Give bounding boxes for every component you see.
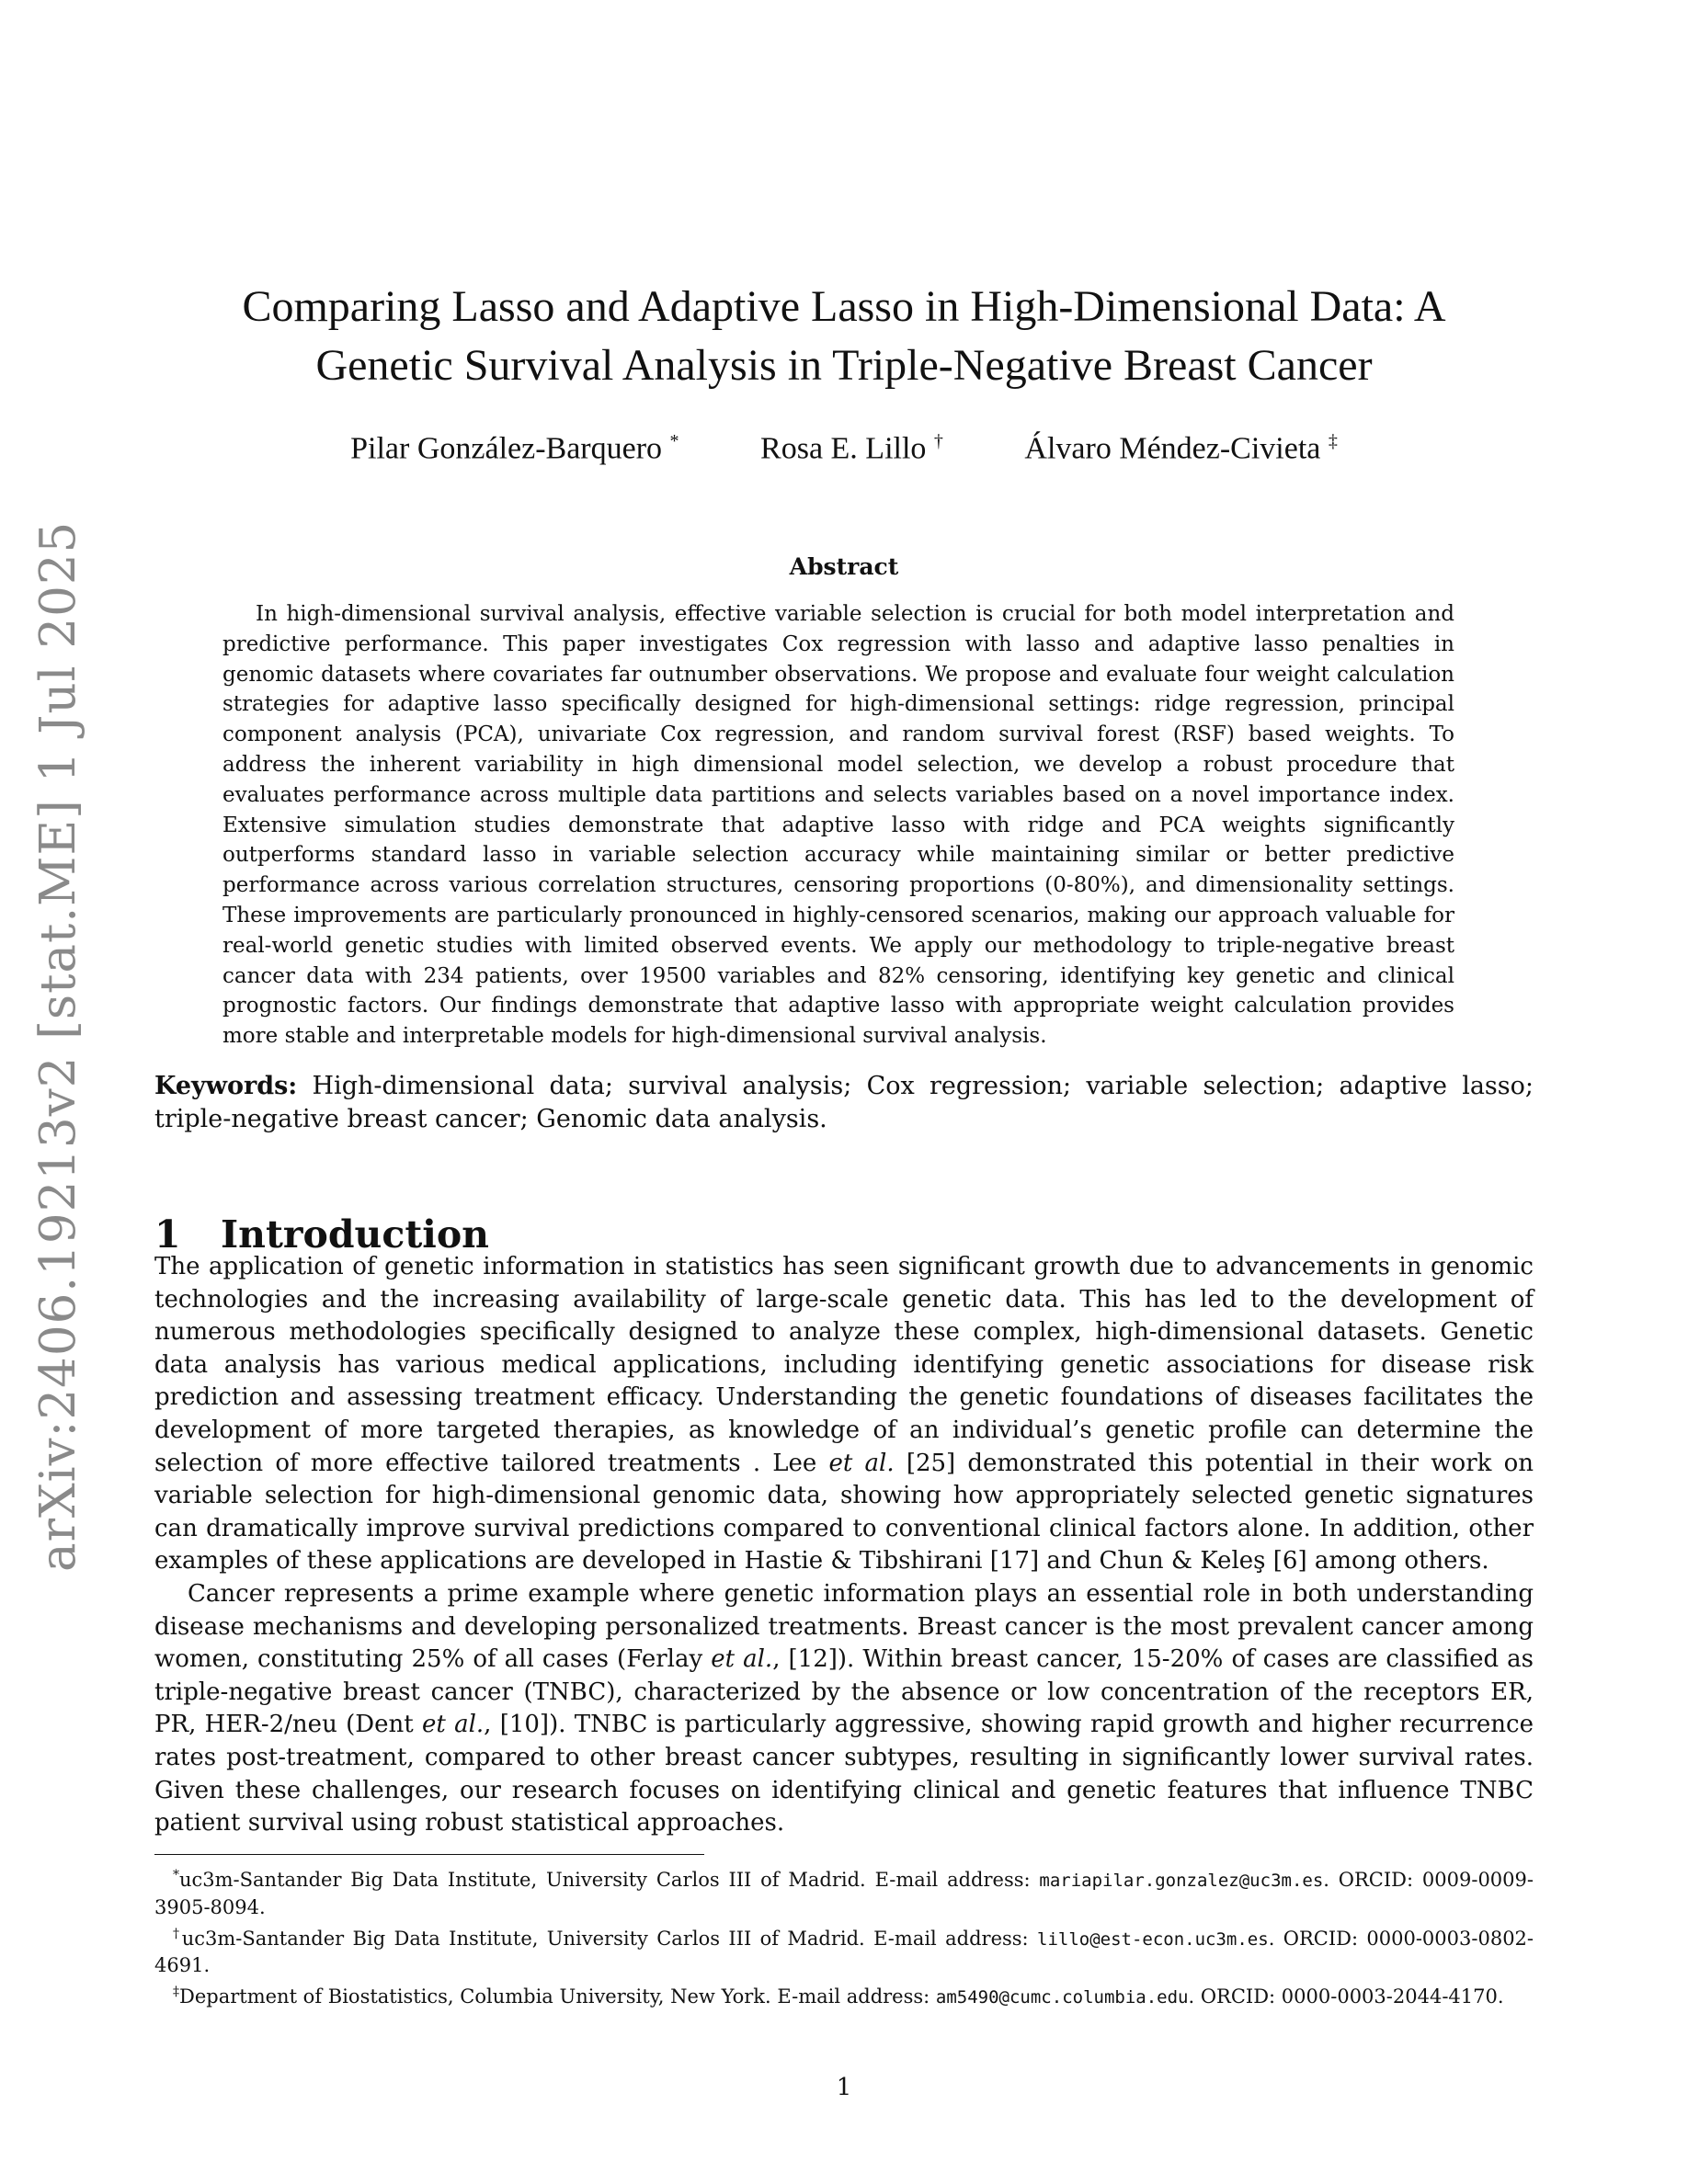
footnote-text: uc3m-Santander Big Data Institute, University Carlos III of Madrid. E-mail address: <box>181 1927 1038 1950</box>
author-name: Álvaro Méndez-Civieta <box>1024 431 1321 466</box>
author-1 <box>350 421 679 469</box>
citation-etal: et al. <box>421 1711 485 1739</box>
text-run: [25] demonstrated this potential in their work on variable selection for high-dimensional genomic data, showing how appropriately selected genetic signatures can dramatically improve survival predictions compared to conventional clinical factors alone. In addition, other examples of these applications are developed in Hastie & Tibshirani [17] and Chun & Keleş [6] among others. <box>154 1449 1534 1575</box>
text-run: The application of genetic information in statistics has seen significant growth due to advancements in genomic technologies and the increasing availability of large-scale genetic data. This has led to the development of numerous methodologies specifically designed to analyze these complex, high-dimensional datasets. Genetic data analysis has various medical applications, including identifying genetic associations for disease risk prediction and assessing treatment efficacy. Understanding the genetic foundations of diseases facilitates the development of more targeted therapies, as knowledge of an individual’s genetic profile can determine the selection of more effective tailored treatments . Lee <box>154 1253 1534 1477</box>
footnote-mark: ‡ <box>173 1985 179 2000</box>
intro-paragraph-2 <box>154 1578 1534 1840</box>
footnote-tail: . ORCID: 0000-0003-0802-4691. <box>154 1927 1534 1977</box>
abstract-heading: Abstract <box>789 553 899 580</box>
author-2 <box>760 421 943 469</box>
footnote-text: uc3m-Santander Big Data Institute, University Carlos III of Madrid. E-mail address: <box>179 1869 1040 1891</box>
title-line-1: Comparing Lasso and Adaptive Lasso in High-Dimensional Data: A <box>242 282 1446 332</box>
author-list <box>129 421 1559 469</box>
author-name: Rosa E. Lillo <box>760 431 927 466</box>
section-number: 1 <box>154 1212 181 1257</box>
text-run: , [12]). Within breast cancer, 15-20% of cases are classified as triple-negative breast cancer (TNBC), characterized by the absence or low concentration of the receptors ER, PR, HER-2/neu (Dent <box>154 1645 1534 1739</box>
text-run: Cancer represents a prime example where genetic information plays an essential role in both understanding disease mechanisms and developing personalized treatments. Breast cancer is the most prevalent cancer among women, constituting 25% of all cases (Ferlay <box>154 1579 1534 1674</box>
footnote-2 <box>154 1921 1534 1980</box>
email-address: am5490@cumc.columbia.edu <box>935 1987 1189 2008</box>
keywords-text: High-dimensional data; survival analysis; Cox regression; variable selection; adaptive lasso; triple-negative breast cancer; Genomic data analysis. <box>154 1072 1534 1133</box>
text-run: , [10]). TNBC is particularly aggressive, showing rapid growth and higher recurrence rates post-treatment, compared to other breast cancer subtypes, resulting in significantly lower survival rates. Given these challenges, our research focuses on identifying clinical and genetic features that influence TNBC patient survival using robust statistical approaches. <box>154 1711 1534 1837</box>
abstract-text: In high-dimensional survival analysis, effective variable selection is crucial for both model interpretation and predictive performance. This paper investigates Cox regression with lasso and adaptive lasso penalties in genomic datasets where covariates far outnumber observations. We propose and evaluate four weight calculation strategies for adaptive lasso specifically designed for high-dimensional settings: ridge regression, principal component analysis (PCA), univariate Cox regression, and random survival forest (RSF) based weights. To address the inherent variability in high dimensional model selection, we develop a robust procedure that evaluates performance across multiple data partitions and selects variables based on a novel importance index. Extensive simulation studies demonstrate that adaptive lasso with ridge and PCA weights significantly outperforms standard lasso in variable selection accuracy while maintaining similar or better predictive performance across various correlation structures, censoring proportions (0-80%), and dimensionality settings. These improvements are particularly pronounced in highly-censored scenarios, making our approach valuable for real-world genetic studies with limited observed events. We apply our methodology to triple-negative breast cancer data with 234 patients, over 19500 variables and 82% censoring, identifying key genetic and clinical prognostic factors. Our findings demonstrate that adaptive lasso with appropriate weight calculation provides more stable and interpretable models for high-dimensional survival analysis. <box>222 602 1454 1049</box>
footnote-1 <box>154 1862 1534 1921</box>
footnote-divider <box>154 1854 704 1855</box>
footnote-tail: . ORCID: 0009-0009-3905-8094. <box>154 1869 1534 1918</box>
arxiv-identifier: arXiv:2406.19213v2 [stat.ME] 1 Jul 2025 <box>30 520 86 1572</box>
footnote-mark: * <box>173 1868 179 1883</box>
intro-paragraph-1 <box>154 1251 1534 1578</box>
keywords <box>154 1070 1534 1136</box>
author-3 <box>1024 421 1337 469</box>
footnote-tail: . ORCID: 0000-0003-2044-4170. <box>1188 1985 1504 2008</box>
footnote-text: Department of Biostatistics, Columbia University, New York. E-mail address: <box>179 1985 936 2008</box>
page-number: 1 <box>836 2074 852 2101</box>
email-address: lillo@est-econ.uc3m.es <box>1037 1928 1269 1950</box>
author-mark: * <box>669 431 679 451</box>
citation-etal: et al. <box>711 1645 773 1674</box>
footnotes <box>154 1862 1534 2011</box>
email-address: mariapilar.gonzalez@uc3m.es <box>1039 1871 1324 1891</box>
author-mark: ‡ <box>1328 431 1338 451</box>
keywords-label: Keywords: <box>154 1072 298 1100</box>
author-name: Pilar González-Barquero <box>350 431 663 466</box>
footnote-3 <box>154 1979 1534 2011</box>
footnote-mark: † <box>173 1926 182 1941</box>
introduction-body <box>154 1251 1534 1840</box>
paper-title <box>129 278 1559 395</box>
citation-etal: et al. <box>828 1449 895 1477</box>
author-mark: † <box>933 431 943 451</box>
section-title: Introduction <box>221 1212 489 1257</box>
title-line-2: Genetic Survival Analysis in Triple-Negative Breast Cancer <box>315 341 1373 391</box>
